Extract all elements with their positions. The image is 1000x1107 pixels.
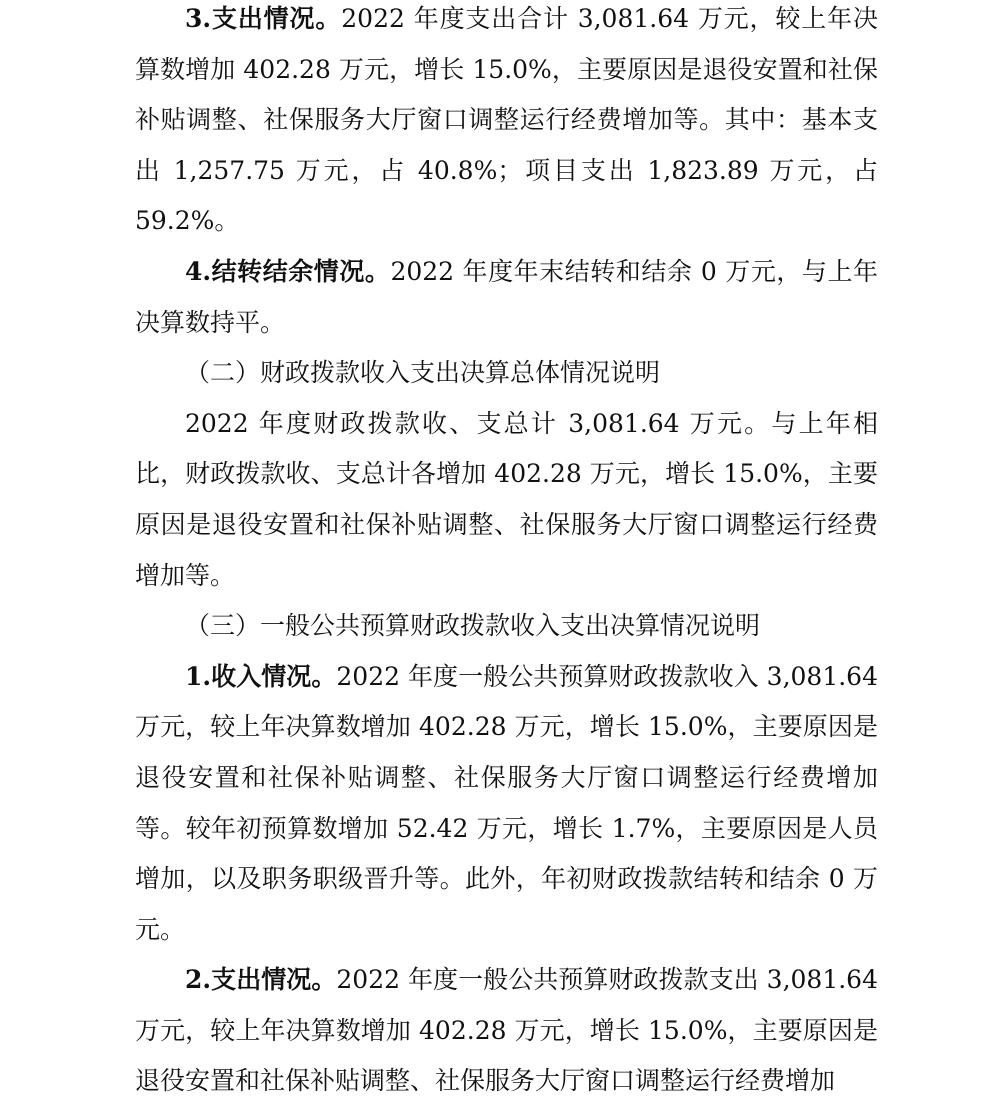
section-heading-general-budget: （三）一般公共预算财政拨款收入支出决算情况说明 — [185, 611, 761, 641]
paragraph-income — [135, 652, 878, 956]
paragraph-carryover — [135, 247, 878, 348]
paragraph-text-fiscal-overview: 2022 年度财政拨款收、支总计 3,081.64 万元。与上年相比，财政拨款收、支总计各增加 402.28 万元，增长 15.0%，主要原因是退役安置和社保补贴调整、社保服务大厅窗口调整运行经费增加等。 — [135, 408, 878, 590]
paragraph-general-expenditure — [135, 955, 878, 1107]
paragraph-text-carryover: 2022 年度年末结转和结余 0 万元，与上年决算数持平。 — [135, 256, 878, 337]
paragraph-text-income: 2022 年度一般公共预算财政拨款收入 3,081.64 万元，较上年决算数增加 402.28 万元，增长 15.0%，主要原因是退役安置和社保补贴调整、社保服务大厅窗口调整运行经费增加等。较年初预算数增加 52.42 万元，增长 1.7%，主要原因是人员增加，以及职务职级晋升等。此外，年初财政拨款结转和结余 0 万元。 — [135, 661, 878, 944]
section-heading-fiscal-overview: （二）财政拨款收入支出决算总体情况说明 — [185, 358, 661, 388]
paragraph-lead-expenditure: 3.支出情况。 — [185, 4, 342, 33]
paragraph-expenditure — [135, 0, 878, 247]
paragraph-lead-income: 1.收入情况。 — [185, 661, 337, 691]
paragraph-lead-general-expenditure: 2.支出情况。 — [185, 965, 337, 995]
paragraph-fiscal-overview — [135, 399, 878, 601]
paragraph-text-expenditure: 2022 年度支出合计 3,081.64 万元，较上年决算数增加 402.28 万元，增长 15.0%，主要原因是退役安置和社保补贴调整、社保服务大厅窗口调整运行经费增加等。其中：基本支出 1,257.75 万元，占 40.8%；项目支出 1,823.89 万元，占 59.2%。 — [135, 4, 878, 236]
document-page — [135, 0, 878, 1107]
paragraph-text-general-expenditure: 2022 年度一般公共预算财政拨款支出 3,081.64 万元，较上年决算数增加 402.28 万元，增长 15.0%，主要原因是退役安置和社保补贴调整、社保服务大厅窗口调整运行经费增加 — [135, 965, 878, 1096]
paragraph-lead-carryover: 4.结转结余情况。 — [185, 256, 391, 286]
